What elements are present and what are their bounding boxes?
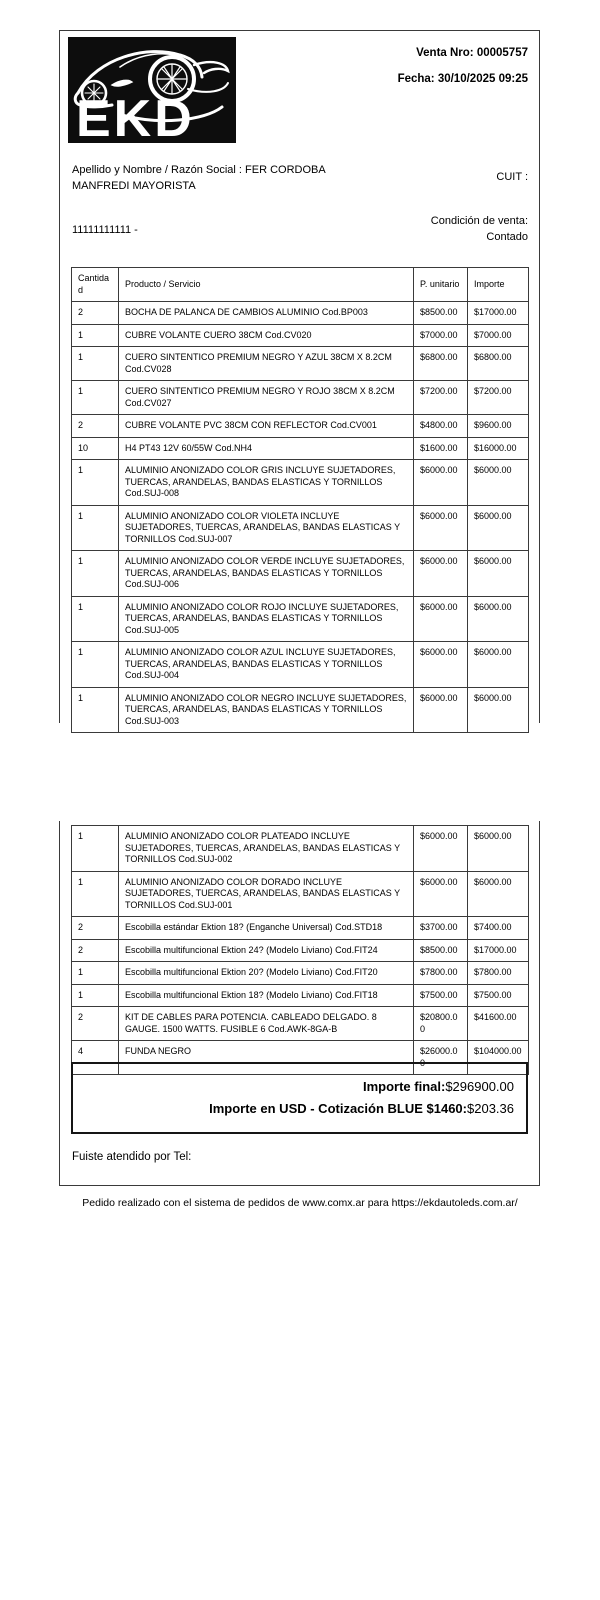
client-name: Apellido y Nombre / Razón Social : FER CORDOBA MANFREDI MAYORISTA (72, 164, 326, 192)
item-qty: 2 (72, 302, 119, 325)
item-qty: 1 (72, 826, 119, 872)
item-description: ALUMINIO ANONIZADO COLOR VERDE INCLUYE SUJETADORES, TUERCAS, ARANDELAS, BANDAS ELASTICAS Y TORNILLOS Cod.SUJ-006 (119, 551, 414, 597)
client-document-number: 11111111111 - (72, 224, 138, 236)
item-unit-price: $6000.00 (414, 642, 468, 688)
importe-final-line (73, 1079, 514, 1094)
item-row (72, 642, 529, 688)
item-amount: $7800.00 (468, 962, 529, 985)
attended-by: Fuiste atendido por Tel: (72, 1151, 192, 1163)
item-qty: 1 (72, 505, 119, 551)
item-description: ALUMINIO ANONIZADO COLOR PLATEADO INCLUYE SUJETADORES, TUERCAS, ARANDELAS, BANDAS ELASTICAS Y TORNILLOS Cod.SUJ-002 (119, 826, 414, 872)
item-row (72, 324, 529, 347)
item-unit-price: $7500.00 (414, 984, 468, 1007)
item-amount: $7500.00 (468, 984, 529, 1007)
item-amount: $16000.00 (468, 437, 529, 460)
item-unit-price: $8500.00 (414, 302, 468, 325)
item-row (72, 460, 529, 506)
item-description: Escobilla multifuncional Ektion 24? (Modelo Liviano) Cod.FIT24 (119, 939, 414, 962)
sale-condition-label: Condición de venta: (430, 215, 528, 227)
item-unit-price: $1600.00 (414, 437, 468, 460)
col-header-punitario: P. unitario (414, 268, 468, 302)
item-unit-price: $6000.00 (414, 505, 468, 551)
item-amount: $6000.00 (468, 460, 529, 506)
item-row (72, 596, 529, 642)
item-qty: 1 (72, 347, 119, 381)
sale-date: Fecha: 30/10/2025 09:25 (397, 73, 528, 85)
item-qty: 1 (72, 460, 119, 506)
item-amount: $6000.00 (468, 551, 529, 597)
item-amount: $17000.00 (468, 302, 529, 325)
item-amount: $9600.00 (468, 415, 529, 438)
item-row (72, 551, 529, 597)
item-unit-price: $6000.00 (414, 871, 468, 917)
item-qty: 10 (72, 437, 119, 460)
item-amount: $6000.00 (468, 505, 529, 551)
item-unit-price: $7200.00 (414, 381, 468, 415)
item-qty: 1 (72, 687, 119, 733)
importe-final-value: $296900.00 (445, 1079, 514, 1094)
item-unit-price: $6000.00 (414, 551, 468, 597)
item-qty: 2 (72, 415, 119, 438)
sale-condition (431, 213, 528, 245)
item-description: ALUMINIO ANONIZADO COLOR VIOLETA INCLUYE SUJETADORES, TUERCAS, ARANDELAS, BANDAS ELASTICAS Y TORNILLOS Cod.SUJ-007 (119, 505, 414, 551)
item-qty: 1 (72, 324, 119, 347)
item-unit-price: $7000.00 (414, 324, 468, 347)
item-amount: $7200.00 (468, 381, 529, 415)
car-logo-icon (68, 37, 236, 143)
item-qty: 2 (72, 939, 119, 962)
item-qty: 1 (72, 381, 119, 415)
item-amount: $6000.00 (468, 826, 529, 872)
item-qty: 1 (72, 596, 119, 642)
item-description: CUERO SINTENTICO PREMIUM NEGRO Y AZUL 38CM X 8.2CM Cod.CV028 (119, 347, 414, 381)
totals-box (71, 1062, 528, 1134)
item-description: H4 PT43 12V 60/55W Cod.NH4 (119, 437, 414, 460)
item-qty: 1 (72, 871, 119, 917)
item-amount: $17000.00 (468, 939, 529, 962)
item-qty: 1 (72, 984, 119, 1007)
sale-condition-value: Contado (486, 231, 528, 243)
item-description: Escobilla estándar Ektion 18? (Enganche Universal) Cod.STD18 (119, 917, 414, 940)
item-row (72, 939, 529, 962)
item-unit-price: $6000.00 (414, 596, 468, 642)
item-amount: $7400.00 (468, 917, 529, 940)
item-row (72, 871, 529, 917)
item-description: ALUMINIO ANONIZADO COLOR NEGRO INCLUYE SUJETADORES, TUERCAS, ARANDELAS, BANDAS ELASTICAS Y TORNILLOS Cod.SUJ-003 (119, 687, 414, 733)
items-table-page2 (71, 825, 529, 1075)
importe-final-label: Importe final: (362, 1079, 446, 1094)
item-unit-price: $20800.00 (414, 1007, 468, 1041)
item-unit-price: $7800.00 (414, 962, 468, 985)
item-row (72, 984, 529, 1007)
item-qty: 1 (72, 551, 119, 597)
item-qty: 4 (72, 1041, 119, 1075)
item-description: CUERO SINTENTICO PREMIUM NEGRO Y ROJO 38CM X 8.2CM Cod.CV027 (119, 381, 414, 415)
item-amount: $41600.00 (468, 1007, 529, 1041)
item-qty: 2 (72, 917, 119, 940)
item-qty: 2 (72, 1007, 119, 1041)
item-amount: $6800.00 (468, 347, 529, 381)
item-description: ALUMINIO ANONIZADO COLOR AZUL INCLUYE SUJETADORES, TUERCAS, ARANDELAS, BANDAS ELASTICAS Y TORNILLOS Cod.SUJ-004 (119, 642, 414, 688)
col-header-producto: Producto / Servicio (119, 268, 414, 302)
item-row (72, 917, 529, 940)
sale-info (398, 47, 528, 85)
importe-usd-line (73, 1101, 514, 1116)
logo-text: EKD (76, 90, 195, 143)
item-qty: 1 (72, 962, 119, 985)
item-unit-price: $4800.00 (414, 415, 468, 438)
item-description: Escobilla multifuncional Ektion 18? (Modelo Liviano) Cod.FIT18 (119, 984, 414, 1007)
item-row (72, 437, 529, 460)
cuit-label: CUIT : (496, 171, 528, 183)
item-amount: $7000.00 (468, 324, 529, 347)
item-row (72, 347, 529, 381)
item-row (72, 962, 529, 985)
item-row (72, 826, 529, 872)
item-description: CUBRE VOLANTE PVC 38CM CON REFLECTOR Cod.CV001 (119, 415, 414, 438)
ekd-logo (68, 37, 236, 143)
item-unit-price: $6000.00 (414, 826, 468, 872)
item-unit-price: $8500.00 (414, 939, 468, 962)
items-tbody-page1 (72, 302, 529, 733)
item-description: Escobilla multifuncional Ektion 20? (Modelo Liviano) Cod.FIT20 (119, 962, 414, 985)
item-row (72, 415, 529, 438)
item-row (72, 302, 529, 325)
item-description: ALUMINIO ANONIZADO COLOR GRIS INCLUYE SUJETADORES, TUERCAS, ARANDELAS, BANDAS ELASTICAS Y TORNILLOS Cod.SUJ-008 (119, 460, 414, 506)
item-amount: $6000.00 (468, 687, 529, 733)
item-unit-price: $3700.00 (414, 917, 468, 940)
col-header-cantidad: Cantidad (72, 268, 119, 302)
item-amount: $6000.00 (468, 871, 529, 917)
item-row (72, 381, 529, 415)
item-amount: $6000.00 (468, 642, 529, 688)
item-row (72, 505, 529, 551)
item-description: BOCHA DE PALANCA DE CAMBIOS ALUMINIO Cod.BP003 (119, 302, 414, 325)
item-qty: 1 (72, 642, 119, 688)
system-note: Pedido realizado con el sistema de pedidos de www.comx.ar para https://ekdautoleds.com.ar/ (82, 1197, 518, 1209)
importe-usd-value: $203.36 (467, 1101, 514, 1116)
importe-usd-label: Importe en USD - Cotización BLUE $1460: (209, 1101, 467, 1116)
item-description: FUNDA NEGRO (119, 1041, 414, 1075)
item-description: KIT DE CABLES PARA POTENCIA. CABLEADO DELGADO. 8 GAUGE. 1500 WATTS. FUSIBLE 6 Cod.AWK-8GA-B (119, 1007, 414, 1041)
item-unit-price: $26000.00 (414, 1041, 468, 1075)
sale-number: Venta Nro: 00005757 (416, 47, 528, 59)
item-row (72, 687, 529, 733)
item-unit-price: $6000.00 (414, 687, 468, 733)
item-description: CUBRE VOLANTE CUERO 38CM Cod.CV020 (119, 324, 414, 347)
item-amount: $104000.00 (468, 1041, 529, 1075)
item-description: ALUMINIO ANONIZADO COLOR ROJO INCLUYE SUJETADORES, TUERCAS, ARANDELAS, BANDAS ELASTICAS Y TORNILLOS Cod.SUJ-005 (119, 596, 414, 642)
col-header-importe: Importe (468, 268, 529, 302)
item-unit-price: $6800.00 (414, 347, 468, 381)
items-tbody-page2 (72, 826, 529, 1075)
item-row (72, 1007, 529, 1041)
item-description: ALUMINIO ANONIZADO COLOR DORADO INCLUYE SUJETADORES, TUERCAS, ARANDELAS, BANDAS ELASTICAS Y TORNILLOS Cod.SUJ-001 (119, 871, 414, 917)
item-unit-price: $6000.00 (414, 460, 468, 506)
item-amount: $6000.00 (468, 596, 529, 642)
items-table-page1 (71, 267, 529, 733)
items-header-row (72, 268, 529, 302)
